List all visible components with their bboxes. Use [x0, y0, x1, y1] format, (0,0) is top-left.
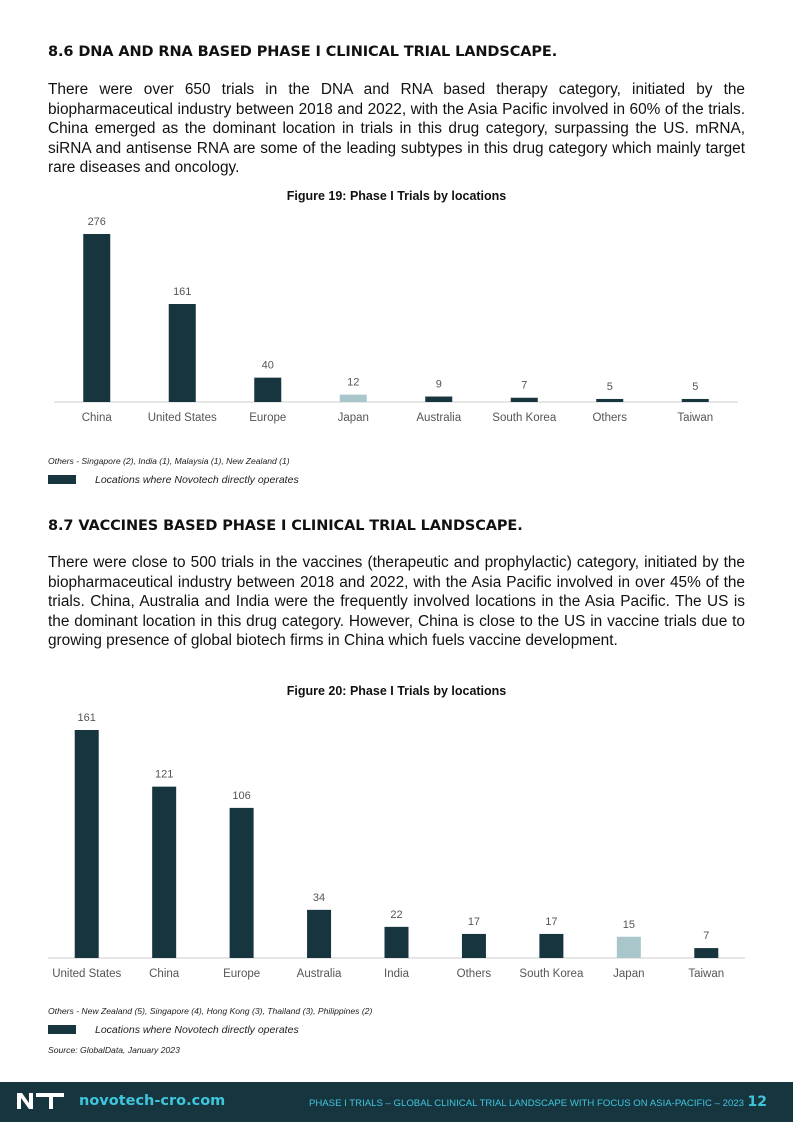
category-label: South Korea: [492, 412, 557, 424]
bar-value-label: 161: [77, 712, 96, 724]
category-label: Australia: [416, 412, 462, 424]
category-label: United States: [52, 968, 122, 980]
bar-south-korea: [539, 934, 563, 958]
bar-value-label: 22: [390, 908, 403, 921]
figure-20-title: Figure 20: Phase I Trials by locations: [286, 684, 507, 698]
page-footer: [0, 1082, 793, 1122]
section-paragraph-vaccines: There were close to 500 trials in the vaccines (therapeutic and prophylactic) category, initiated by the biopharmaceutical industry between 2018 and 2022, with the Asia Pacific involved in over 45% of the trials. China, Australia and India were the frequently involved locations in the Asia Pacific. The US is the dominant location in this drug category. However, China is close to the US in vaccine trials due to growing presence of global biotech firms in China which fuels vaccine development.: [48, 554, 745, 649]
bar-value-label: 106: [232, 789, 251, 802]
category-label: Europe: [223, 968, 261, 980]
bar-australia: [307, 910, 331, 958]
legend-label: Locations where Novotech directly operates: [95, 474, 299, 486]
category-label: Taiwan: [688, 968, 725, 980]
bar-value-label: 17: [545, 915, 558, 928]
bar-value-label: 121: [154, 768, 174, 781]
bar-europe: [230, 808, 254, 958]
bar-value-label: 7: [703, 930, 710, 943]
legend-swatch: [48, 1025, 76, 1034]
bar-value-label: 276: [87, 216, 106, 228]
bar-value-label: 40: [261, 359, 274, 372]
bar-india: [385, 927, 409, 958]
bar-value-label: 5: [606, 380, 613, 393]
section-paragraph-dna-rna: There were over 650 trials in the DNA and RNA based therapy category, initiated by the biopharmaceutical industry between 2018 and 2022, with the Asia Pacific involved in 60% of the trials. China emerged as the dominant location in trials in this drug category, surpassing the US. mRNA, siRNA and antisense RNA are some of the leading subtypes in this drug category which mainly target rare diseases and oncology.: [48, 81, 745, 176]
figure-19-title: Figure 19: Phase I Trials by locations: [286, 189, 507, 203]
bar-value-label: 17: [467, 915, 481, 928]
page-number: 12: [747, 1094, 767, 1110]
figure-20-legend: [48, 1024, 348, 1038]
category-label: Japan: [337, 412, 369, 424]
category-label: India: [384, 968, 409, 980]
category-label: Taiwan: [677, 412, 714, 424]
category-label: China: [149, 968, 180, 980]
bar-japan: [617, 937, 641, 958]
category-label: South Korea: [519, 968, 584, 980]
section-heading-vaccines: 8.7 VACCINES BASED PHASE I CLINICAL TRIAL LANDSCAPE.: [48, 518, 523, 534]
category-label: Japan: [613, 968, 645, 980]
category-label: United States: [147, 412, 217, 424]
bar-value-label: 161: [173, 286, 192, 298]
section-heading-dna-rna: 8.6 DNA AND RNA BASED PHASE I CLINICAL TRIAL LANDSCAPE.: [48, 44, 558, 60]
figure-19-others-note: Others - Singapore (2), India (1), Malaysia (1), New Zealand (1): [48, 456, 290, 466]
bar-united-states: [75, 730, 99, 958]
category-label: China: [81, 412, 112, 424]
bar-value-label: 15: [622, 918, 635, 931]
bar-others: [462, 934, 486, 958]
bar-taiwan: [694, 948, 718, 958]
footer-website-link[interactable]: novotech-cro.com: [79, 1093, 226, 1109]
footer-document-title: PHASE I TRIALS – GLOBAL CLINICAL TRIAL LANDSCAPE WITH FOCUS ON ASIA-PACIFIC – 2023: [308, 1098, 744, 1109]
legend-label: Locations where Novotech directly operates: [95, 1024, 299, 1036]
bar-value-label: 7: [521, 379, 528, 392]
bar-value-label: 9: [435, 378, 442, 391]
bar-value-label: 12: [347, 376, 360, 389]
source-note: Source: GlobalData, January 2023: [48, 1045, 180, 1055]
bar-value-label: 34: [312, 891, 326, 904]
category-label: Others: [456, 968, 492, 980]
figure-20-others-note: Others - New Zealand (5), Singapore (4), Hong Kong (3), Thailand (3), Philippines (2): [48, 1006, 373, 1016]
bar-china: [152, 787, 176, 958]
category-label: Europe: [249, 412, 287, 424]
bar-value-label: 5: [692, 380, 699, 393]
category-label: Australia: [296, 968, 342, 980]
category-label: Others: [592, 412, 628, 424]
novotech-logo-icon: [16, 1091, 66, 1111]
